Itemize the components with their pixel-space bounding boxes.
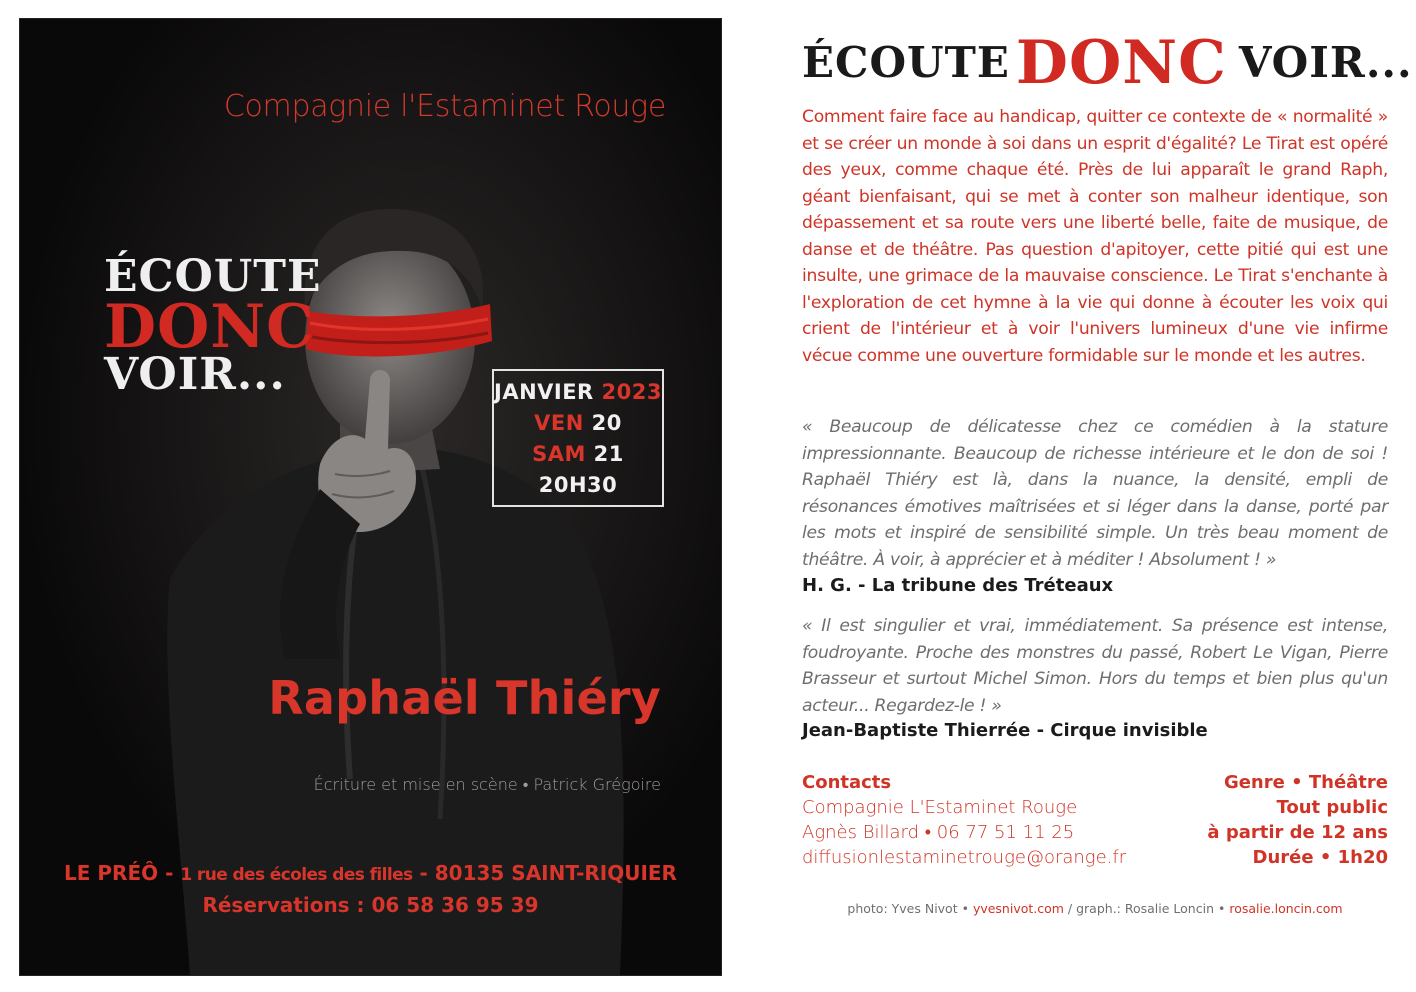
venue (20, 861, 721, 885)
date-day1-label: VEN (534, 411, 584, 435)
show-title (104, 251, 324, 400)
date-day2-num: 21 (593, 442, 624, 466)
contacts-heading: Contacts (802, 772, 892, 793)
title-line-donc: DONC (104, 292, 315, 362)
right-title-voir: VOIR... (1238, 38, 1413, 87)
quote-2-source: Jean-Baptiste Thierrée - Cirque invisible (802, 720, 1208, 741)
poster (19, 18, 722, 976)
venue-name: LE PRÉÔ - (64, 861, 181, 885)
quote-1: « Beaucoup de délicatesse chez ce comédien à la stature impressionnante. Beaucoup de richesse intérieure et le don de soi ! Raphaël Thiéry est là, dans la nuance, la densité, empli de résonances émotives maîtrisées et si léger dans la danse, porté par les mots et inspiré de sensibilité simple. Un très beau moment de théâtre. À voir, à apprécier et à méditer ! Absolument ! » (802, 417, 1388, 570)
contacts-email[interactable]: diffusionlestaminetrouge@orange.fr (802, 847, 1127, 868)
title-line-ecoute: ÉCOUTE (104, 251, 322, 302)
show-info (1128, 770, 1388, 870)
right-title (802, 28, 1413, 98)
date-box (492, 369, 664, 507)
quote-2: « Il est singulier et vrai, immédiatement. Sa présence est intense, foudroyante. Proche des monstres du passé, Robert Le Vigan, Pierre Brasseur et surtout Michel Simon. Hors du temps et bien plus qu'un acteur... Regardez-le ! » (802, 616, 1388, 716)
right-title-ecoute: ÉCOUTE (802, 38, 1010, 87)
footer-graph-link[interactable]: rosalie.loncin.com (1229, 901, 1343, 916)
venue-address: 1 rue des écoles des filles (180, 865, 413, 885)
reservations: Réservations : 06 58 36 95 39 (202, 893, 539, 917)
date-month: JANVIER (494, 380, 594, 404)
title-line-voir: VOIR... (104, 349, 286, 400)
company-name: Compagnie l'Estaminet Rouge (223, 89, 666, 124)
contacts-person: Agnès Billard • 06 77 51 11 25 (802, 822, 1075, 843)
date-day1-num: 20 (591, 411, 622, 435)
actor-name: Raphaël Thiéry (268, 671, 661, 725)
quote-1-source: H. G. - La tribune des Tréteaux (802, 575, 1114, 596)
info-audience: Tout public (1276, 797, 1388, 818)
info-duration: Durée • 1h20 (1252, 847, 1388, 868)
date-year: 2023 (601, 380, 662, 404)
footer-graph: / graph.: Rosalie Loncin • (1063, 901, 1230, 916)
contacts (802, 770, 1162, 870)
venue-city: - 80135 SAINT-RIQUIER (412, 861, 677, 885)
date-time: 20H30 (538, 473, 618, 497)
footer-photo: photo: Yves Nivot • (847, 901, 973, 916)
info-age: à partir de 12 ans (1207, 822, 1388, 843)
credits: Écriture et mise en scène • Patrick Grégoire (313, 775, 661, 794)
contacts-company: Compagnie L'Estaminet Rouge (802, 797, 1078, 818)
date-day2-label: SAM (532, 442, 586, 466)
synopsis: Comment faire face au handicap, quitter ce contexte de « normalité » et se créer un monde à soi dans un esprit d'égalité? Le Tirat est opéré des yeux, comme chaque été. Près de lui apparaît le grand Raph, géant bienfaisant, qui se met à conter son malheur identique, son dépassement et sa route vers une liberté belle, faite de musique, de danse et de théâtre. Pas question d'apitoyer, cette pitié qui est une insulte, une grimace de la mauvaise conscience. Le Tirat s'enchante à l'exploration de cet hymne à la vie qui donne à écouter les voix qui crient de l'intérieur et à voir l'univers lumineux d'une vie infirme vécue comme une ouverture formidable sur le monde et les autres. (802, 107, 1388, 366)
info-genre: Genre • Théâtre (1223, 772, 1388, 793)
right-title-donc: DONC (1015, 28, 1227, 98)
footer-credits (802, 901, 1388, 916)
footer-photo-link[interactable]: yvesnivot.com (972, 901, 1064, 916)
